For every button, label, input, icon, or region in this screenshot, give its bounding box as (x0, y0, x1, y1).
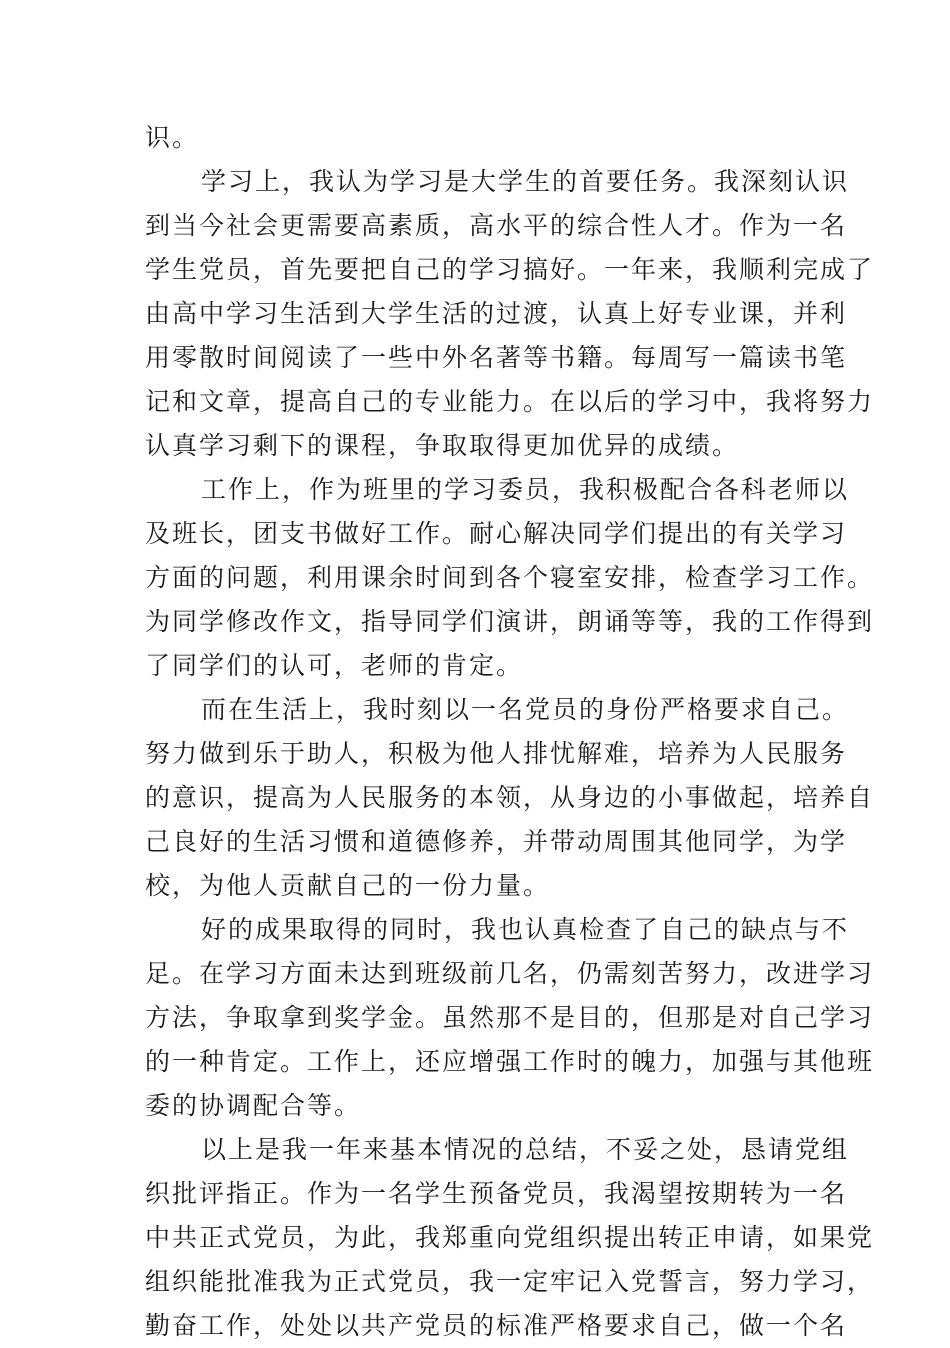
text-line: 组织能批准我为正式党员，我一定牢记入党誓言，努力学习， (145, 1267, 875, 1296)
text-line: 中共正式党员，为此，我郑重向党组织提出转正申请，如果党 (145, 1223, 875, 1252)
text-line: 方面的问题，利用课余时间到各个寝室安排，检查学习工作。 (145, 563, 875, 592)
text-line: 方法，争取拿到奖学金。虽然那不是目的，但那是对自己学习 (145, 1003, 875, 1032)
text-line: 识。 (145, 123, 200, 152)
text-line: 校，为他人贡献自己的一份力量。 (145, 871, 551, 900)
text-line: 学生党员，首先要把自己的学习搞好。一年来，我顺利完成了 (145, 255, 875, 284)
text-line: 工作上，作为班里的学习委员，我积极配合各科老师以 (201, 475, 850, 504)
text-line: 己良好的生活习惯和道德修养，并带动周围其他同学，为学 (145, 827, 848, 856)
text-line: 的一种肯定。工作上，还应增强工作时的魄力，加强与其他班 (145, 1047, 875, 1076)
text-line: 的意识，提高为人民服务的本领，从身边的小事做起，培养自 (145, 783, 875, 812)
text-line: 由高中学习生活到大学生活的过渡，认真上好专业课，并利 (145, 299, 848, 328)
text-line: 及班长，团支书做好工作。耐心解决同学们提出的有关学习 (145, 519, 848, 548)
text-line: 而在生活上，我时刻以一名党员的身份严格要求自己。 (201, 695, 850, 724)
text-line: 委的协调配合等。 (145, 1091, 362, 1120)
text-line: 记和文章，提高自己的专业能力。在以后的学习中，我将努力 (145, 387, 875, 416)
text-line: 勤奋工作，处处以共产党员的标准严格要求自己，做一个名 (145, 1311, 848, 1340)
text-line: 用零散时间阅读了一些中外名著等书籍。每周写一篇读书笔 (145, 343, 848, 372)
text-line: 好的成果取得的同时，我也认真检查了自己的缺点与不 (201, 915, 850, 944)
text-line: 学习上，我认为学习是大学生的首要任务。我深刻认识 (201, 167, 850, 196)
text-line: 努力做到乐于助人，积极为他人排忧解难，培养为人民服务 (145, 739, 848, 768)
text-line: 到当今社会更需要高素质，高水平的综合性人才。作为一名 (145, 211, 848, 240)
text-line: 了同学们的认可，老师的肯定。 (145, 651, 524, 680)
text-line: 认真学习剩下的课程，争取取得更加优异的成绩。 (145, 431, 740, 460)
text-line: 以上是我一年来基本情况的总结，不妥之处，恳请党组 (201, 1135, 850, 1164)
text-line: 织批评指正。作为一名学生预备党员，我渴望按期转为一名 (145, 1179, 848, 1208)
document-body (145, 116, 875, 1348)
text-line: 为同学修改作文，指导同学们演讲，朗诵等等，我的工作得到 (145, 607, 875, 636)
text-line: 足。在学习方面未达到班级前几名，仍需刻苦努力，改进学习 (145, 959, 875, 988)
